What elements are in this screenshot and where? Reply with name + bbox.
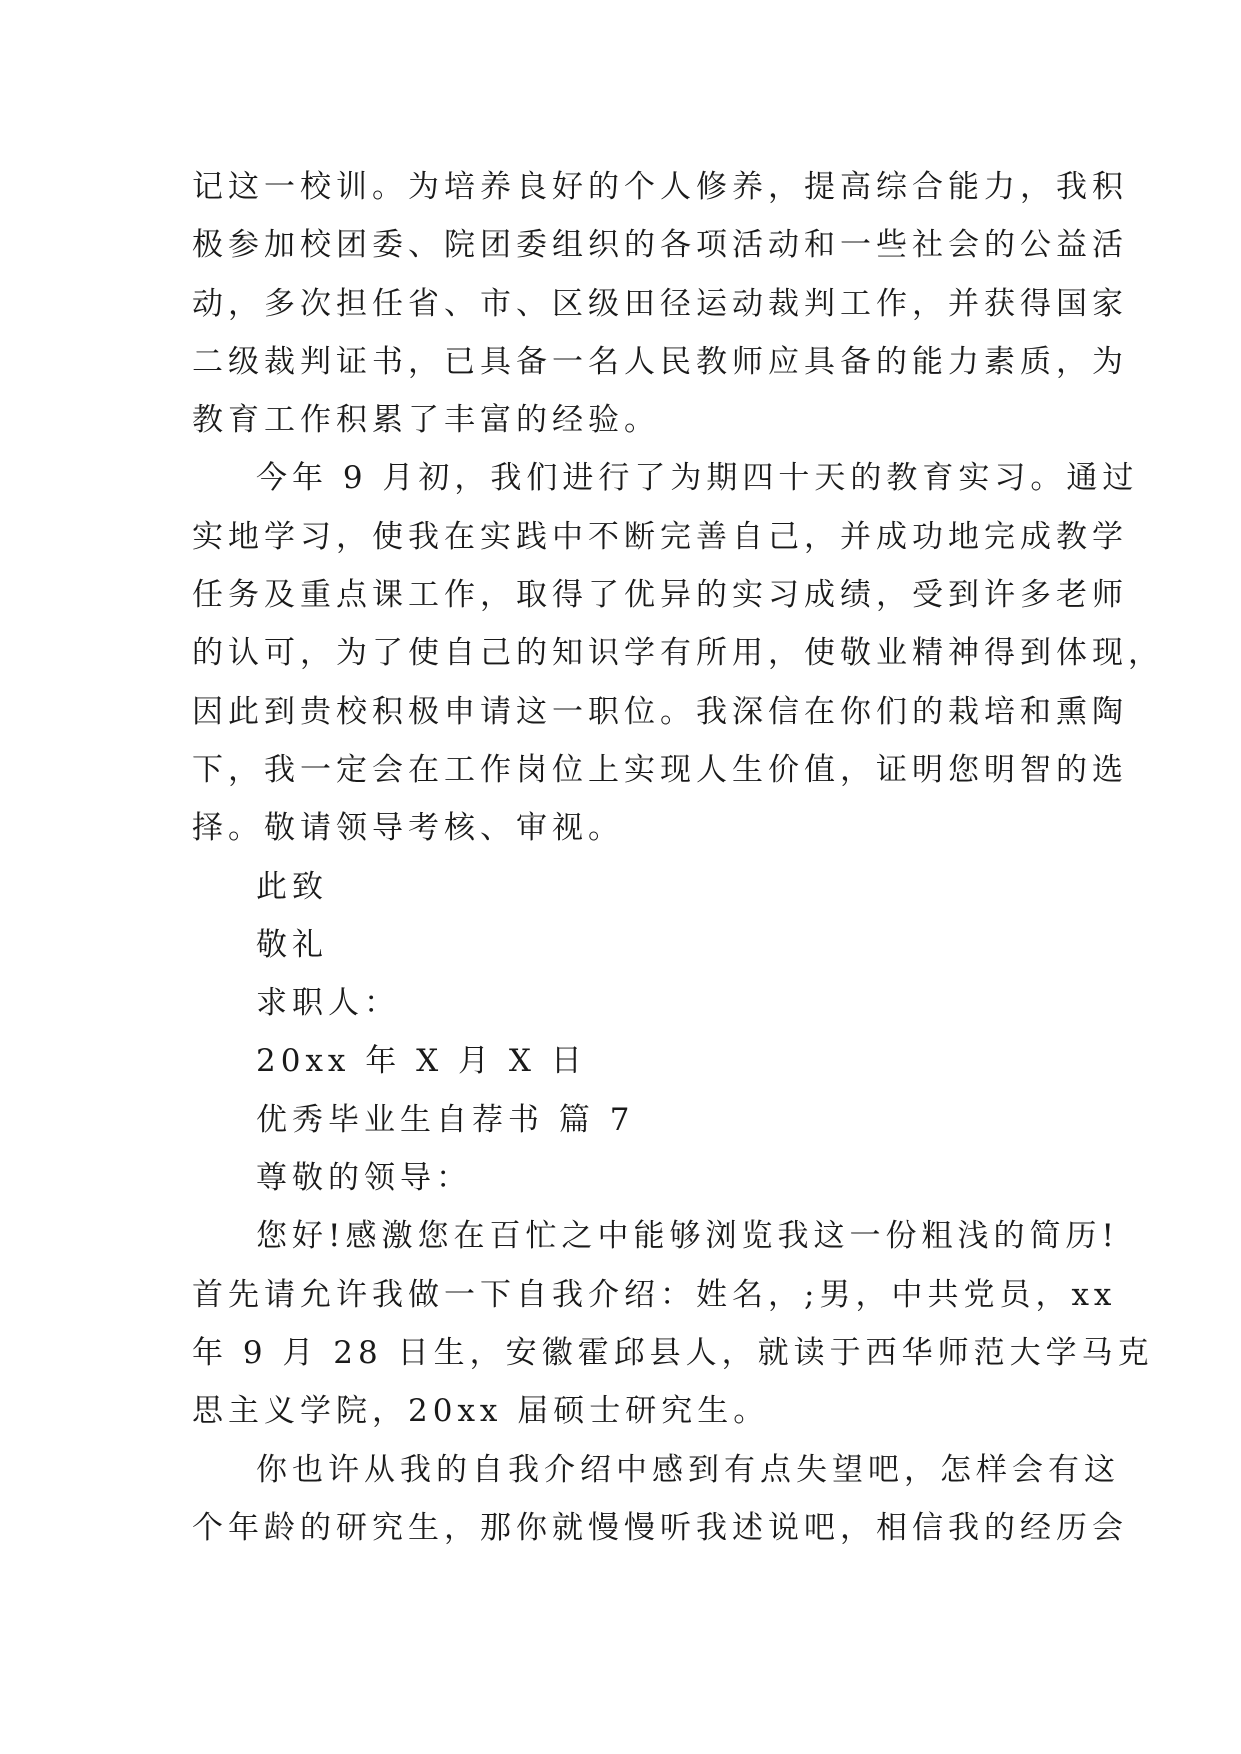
text-line: 思主义学院，20xx 届硕士研究生。 — [192, 1393, 770, 1430]
text-line: 极参加校团委、院团委组织的各项活动和一些社会的公益活 — [192, 227, 1128, 264]
paragraph-first-line: 今年 9 月初，我们进行了为期四十天的教育实习。通过 — [256, 460, 1139, 497]
paragraph-first-line: 你也许从我的自我介绍中感到有点失望吧，怎样会有这 — [256, 1451, 1120, 1488]
letter-date: 20xx 年 X 月 X 日 — [256, 1043, 587, 1080]
section-title: 优秀毕业生自荐书 篇 7 — [256, 1101, 635, 1138]
closing-salutation: 此致 — [256, 868, 328, 905]
applicant-label: 求职人： — [256, 985, 400, 1022]
document-body — [192, 158, 1164, 1557]
text-line: 任务及重点课工作，取得了优异的实习成绩，受到许多老师 — [192, 577, 1128, 614]
text-line: 下，我一定会在工作岗位上实现人生价值，证明您明智的选 — [192, 751, 1128, 788]
text-line: 个年龄的研究生，那你就慢慢听我述说吧，相信我的经历会 — [192, 1509, 1128, 1546]
text-line: 的认可，为了使自己的知识学有所用，使敬业精神得到体现， — [192, 635, 1164, 672]
greeting: 尊敬的领导： — [256, 1160, 472, 1197]
text-line: 年 9 月 28 日生，安徽霍邱县人，就读于西华师范大学马克 — [192, 1334, 1154, 1371]
text-line: 记这一校训。为培养良好的个人修养，提高综合能力，我积 — [192, 169, 1128, 205]
text-line: 教育工作积累了丰富的经验。 — [192, 402, 660, 439]
text-line: 动，多次担任省、市、区级田径运动裁判工作，并获得国家 — [192, 285, 1128, 322]
text-line: 实地学习，使我在实践中不断完善自己，并成功地完成教学 — [192, 518, 1128, 555]
paragraph-first-line: 您好!感激您在百忙之中能够浏览我这一份粗浅的简历! — [256, 1218, 1119, 1255]
closing-regards: 敬礼 — [256, 926, 328, 963]
text-line: 因此到贵校积极申请这一职位。我深信在你们的栽培和熏陶 — [192, 693, 1128, 730]
text-line: 二级裁判证书，已具备一名人民教师应具备的能力素质，为 — [192, 343, 1128, 380]
text-line: 择。敬请领导考核、审视。 — [192, 810, 624, 847]
text-line: 首先请允许我做一下自我介绍：姓名，;男，中共党员，xx — [192, 1276, 1117, 1313]
